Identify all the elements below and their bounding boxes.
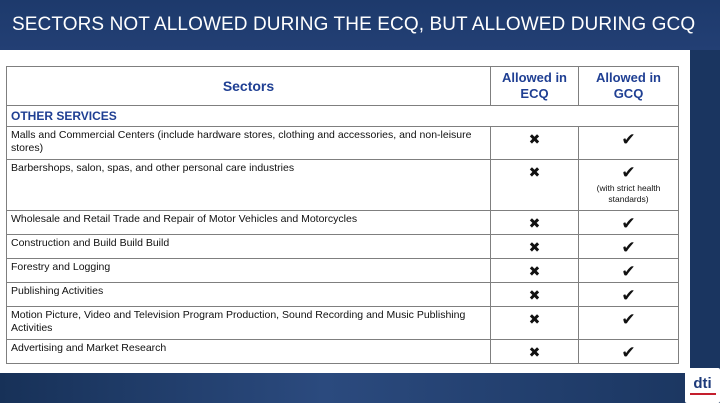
- sector-name: Malls and Commercial Centers (include hardware stores, clothing and accessories, and non-leisure stores): [7, 127, 491, 160]
- bottom-band: [0, 373, 720, 403]
- header-gcq-line1: Allowed in: [596, 70, 661, 85]
- gcq-cell: [579, 235, 679, 259]
- cross-icon: ✖: [528, 131, 541, 147]
- ecq-cell: [491, 259, 579, 283]
- ecq-cell: [491, 160, 579, 211]
- table-row: [7, 340, 679, 364]
- ecq-cell: [491, 307, 579, 340]
- logo-text: dti: [693, 374, 712, 392]
- gcq-note: (with strict health standards): [596, 183, 661, 204]
- gcq-cell: [579, 259, 679, 283]
- sector-name: Motion Picture, Video and Television Program Production, Sound Recording and Music Publishing Activities: [7, 307, 491, 340]
- check-icon: ✔: [621, 262, 636, 281]
- cross-icon: ✖: [528, 215, 541, 231]
- cross-icon: ✖: [528, 263, 541, 279]
- check-icon: ✔: [621, 286, 636, 305]
- cross-icon: ✖: [528, 287, 541, 303]
- cross-icon: ✖: [528, 164, 541, 180]
- check-icon: ✔: [621, 343, 636, 362]
- sectors-table: [6, 66, 679, 364]
- header-ecq-line1: Allowed in: [502, 70, 567, 85]
- table-row: [7, 259, 679, 283]
- cross-icon: ✖: [528, 239, 541, 255]
- header-allowed-ecq: [491, 67, 579, 106]
- table-row: [7, 211, 679, 235]
- gcq-cell: [579, 283, 679, 307]
- gcq-cell: [579, 211, 679, 235]
- header-gcq-line2: GCQ: [613, 86, 644, 101]
- gcq-cell: [579, 340, 679, 364]
- ecq-cell: [491, 211, 579, 235]
- gcq-cell: [579, 127, 679, 160]
- table-row: [7, 283, 679, 307]
- ecq-cell: [491, 127, 579, 160]
- sector-name: Forestry and Logging: [7, 259, 491, 283]
- sector-name: Construction and Build Build Build: [7, 235, 491, 259]
- category-row: [7, 106, 679, 127]
- table-row: [7, 235, 679, 259]
- category-label: OTHER SERVICES: [7, 106, 679, 127]
- check-icon: ✔: [621, 130, 636, 149]
- header-sectors: Sectors: [7, 67, 491, 106]
- check-icon: ✔: [621, 238, 636, 257]
- table-row: [7, 127, 679, 160]
- ecq-cell: [491, 235, 579, 259]
- header-ecq-line2: ECQ: [520, 86, 549, 101]
- page-title: SECTORS NOT ALLOWED DURING THE ECQ, BUT ALLOWED DURING GCQ: [12, 14, 696, 35]
- dti-logo: [685, 368, 720, 403]
- gcq-cell: [579, 160, 679, 211]
- sector-name: Publishing Activities: [7, 283, 491, 307]
- sector-name: Advertising and Market Research: [7, 340, 491, 364]
- logo-underline: [690, 393, 716, 395]
- check-icon: ✔: [621, 163, 636, 182]
- table-header-row: [7, 67, 679, 106]
- sector-name: Wholesale and Retail Trade and Repair of Motor Vehicles and Motorcycles: [7, 211, 491, 235]
- check-icon: ✔: [621, 214, 636, 233]
- gcq-cell: [579, 307, 679, 340]
- title-bar: [0, 0, 720, 50]
- ecq-cell: [491, 340, 579, 364]
- check-icon: ✔: [621, 310, 636, 329]
- table-row: [7, 160, 679, 211]
- cross-icon: ✖: [528, 344, 541, 360]
- table-row: [7, 307, 679, 340]
- ecq-cell: [491, 283, 579, 307]
- sector-name: Barbershops, salon, spas, and other personal care industries: [7, 160, 491, 211]
- cross-icon: ✖: [528, 311, 541, 327]
- header-allowed-gcq: [579, 67, 679, 106]
